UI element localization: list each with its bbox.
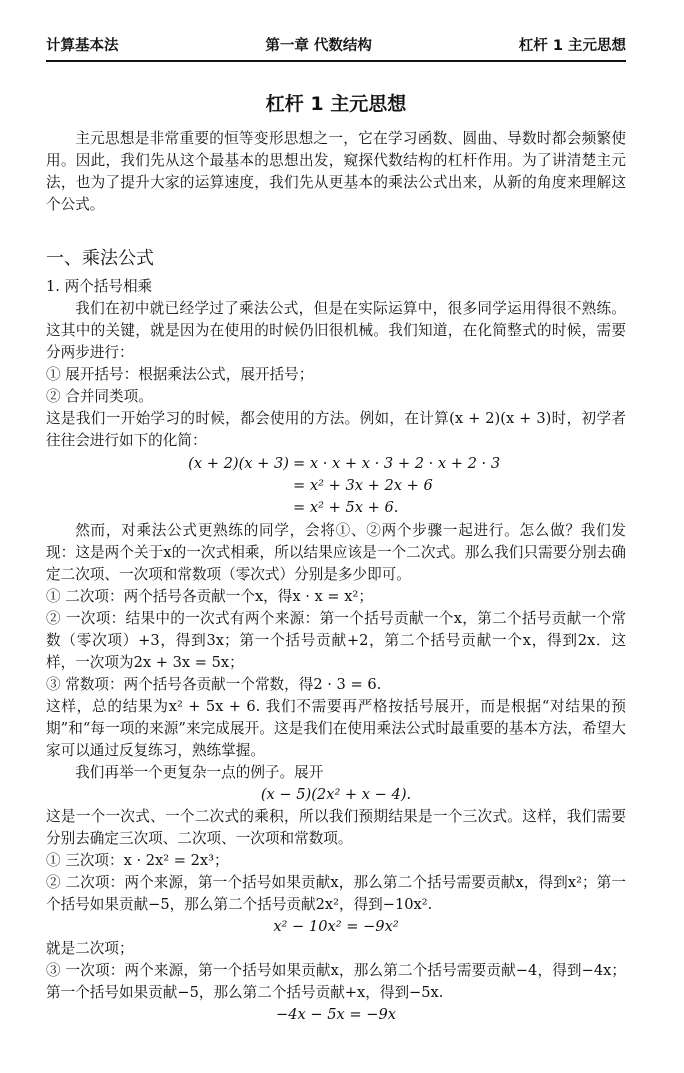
equation-step-1: = x · x + x · 3 + 2 · x + 2 · 3 xyxy=(293,455,501,472)
list-item-linear: ② 一次项：结果中的一次式有两个来源：第一个括号贡献一个x，第二个括号贡献一个常数（零次项）+3，得到3x；第一个括号贡献+2，第二个括号贡献一个x，得到2x．这样，一次项为2x + 3x = 5x； xyxy=(46,610,626,671)
list-item-quadratic-2: ② 二次项：两个来源，第一个括号如果贡献x，那么第二个括号需要贡献x，得到x²；第一个括号如果贡献−5，那么第二个括号贡献2x²，得到−10x². xyxy=(46,874,626,913)
header-section: 杠杆 1 主元思想 xyxy=(518,38,626,54)
step-1: ① 展开括号：根据乘法公式，展开括号； xyxy=(46,366,314,383)
intro-paragraph: 主元思想是非常重要的恒等变形思想之一，它在学习函数、圆曲、导数时都会频繁使用。因此，我们先从这个最基本的思想出发，窥探代数结构的杠杆作用。为了讲清楚主元法，也为了提升大家的运算速度，我们先从更基本的乘法公式出来，从新的角度来理解这个公式。 xyxy=(46,130,626,213)
list-item-cubic: ① 三次项：x · 2x² = 2x³； xyxy=(46,852,229,869)
document-page xyxy=(46,34,626,1026)
list-item-linear-2: ③ 一次项：两个来源，第一个括号如果贡献x，那么第二个括号需要贡献−4，得到−4x；第一个括号如果贡献−5，那么第二个括号贡献+x，得到−5x. xyxy=(46,962,626,1001)
list-item-quadratic: ① 二次项：两个括号各贡献一个x，得x · x = x²； xyxy=(46,588,373,605)
paragraph-5: 我们再举一个更复杂一点的例子。展开 xyxy=(75,764,324,781)
equation-3: x² − 10x² = −9x² xyxy=(273,918,399,935)
header-chapter: 第一章 代数结构 xyxy=(265,38,372,54)
equation-lhs: (x + 2)(x + 3) xyxy=(188,455,289,472)
paragraph-1: 我们在初中就已经学过了乘法公式，但是在实际运算中，很多同学运用得很不熟练。这其中的关键，就是因为在使用的时候仍旧很机械。我们知道，在化简整式的时候，需要分两步进行： xyxy=(46,300,626,361)
header-book-title: 计算基本法 xyxy=(46,38,119,54)
list-item-constant: ③ 常数项：两个括号各贡献一个常数，得2 · 3 = 6. xyxy=(46,676,382,693)
equation-block-1 xyxy=(46,453,626,519)
page-title: 杠杆 1 主元思想 xyxy=(265,93,407,115)
equation-2: (x − 5)(2x² + x − 4). xyxy=(260,786,412,803)
paragraph-7: 就是二次项； xyxy=(46,940,134,957)
equation-step-2: = x² + 3x + 2x + 6 xyxy=(293,477,433,494)
equation-step-3: = x² + 5x + 6. xyxy=(293,499,399,516)
paragraph-2: 这是我们一开始学习的时候，都会使用的方法。例如，在计算(x + 2)(x + 3)时，初学者往往会进行如下的化简： xyxy=(46,410,626,449)
subsection-heading: 1. 两个括号相乘 xyxy=(46,278,153,295)
equation-4: −4x − 5x = −9x xyxy=(275,1006,396,1023)
paragraph-4: 这样，总的结果为x² + 5x + 6. 我们不需要再严格按括号展开，而是根据“对结果的预期”和“每一项的来源”来完成展开。这是我们在使用乘法公式时最重要的基本方法，希望大家可以通过反复练习，熟练掌握。 xyxy=(46,698,626,759)
running-header xyxy=(46,34,626,62)
step-2: ② 合并同类项。 xyxy=(46,388,153,405)
paragraph-6: 这是一个一次式、一个二次式的乘积，所以我们预期结果是一个三次式。这样，我们需要分别去确定三次项、二次项、一次项和常数项。 xyxy=(46,808,626,847)
section-heading: 一、乘法公式 xyxy=(46,248,154,269)
paragraph-3: 然而，对乘法公式更熟练的同学，会将①、②两个步骤一起进行。怎么做？我们发现：这是两个关于x的一次式相乘，所以结果应该是一个二次式。那么我们只需要分别去确定二次项、一次项和常数项（零次式）分别是多少即可。 xyxy=(46,522,626,583)
